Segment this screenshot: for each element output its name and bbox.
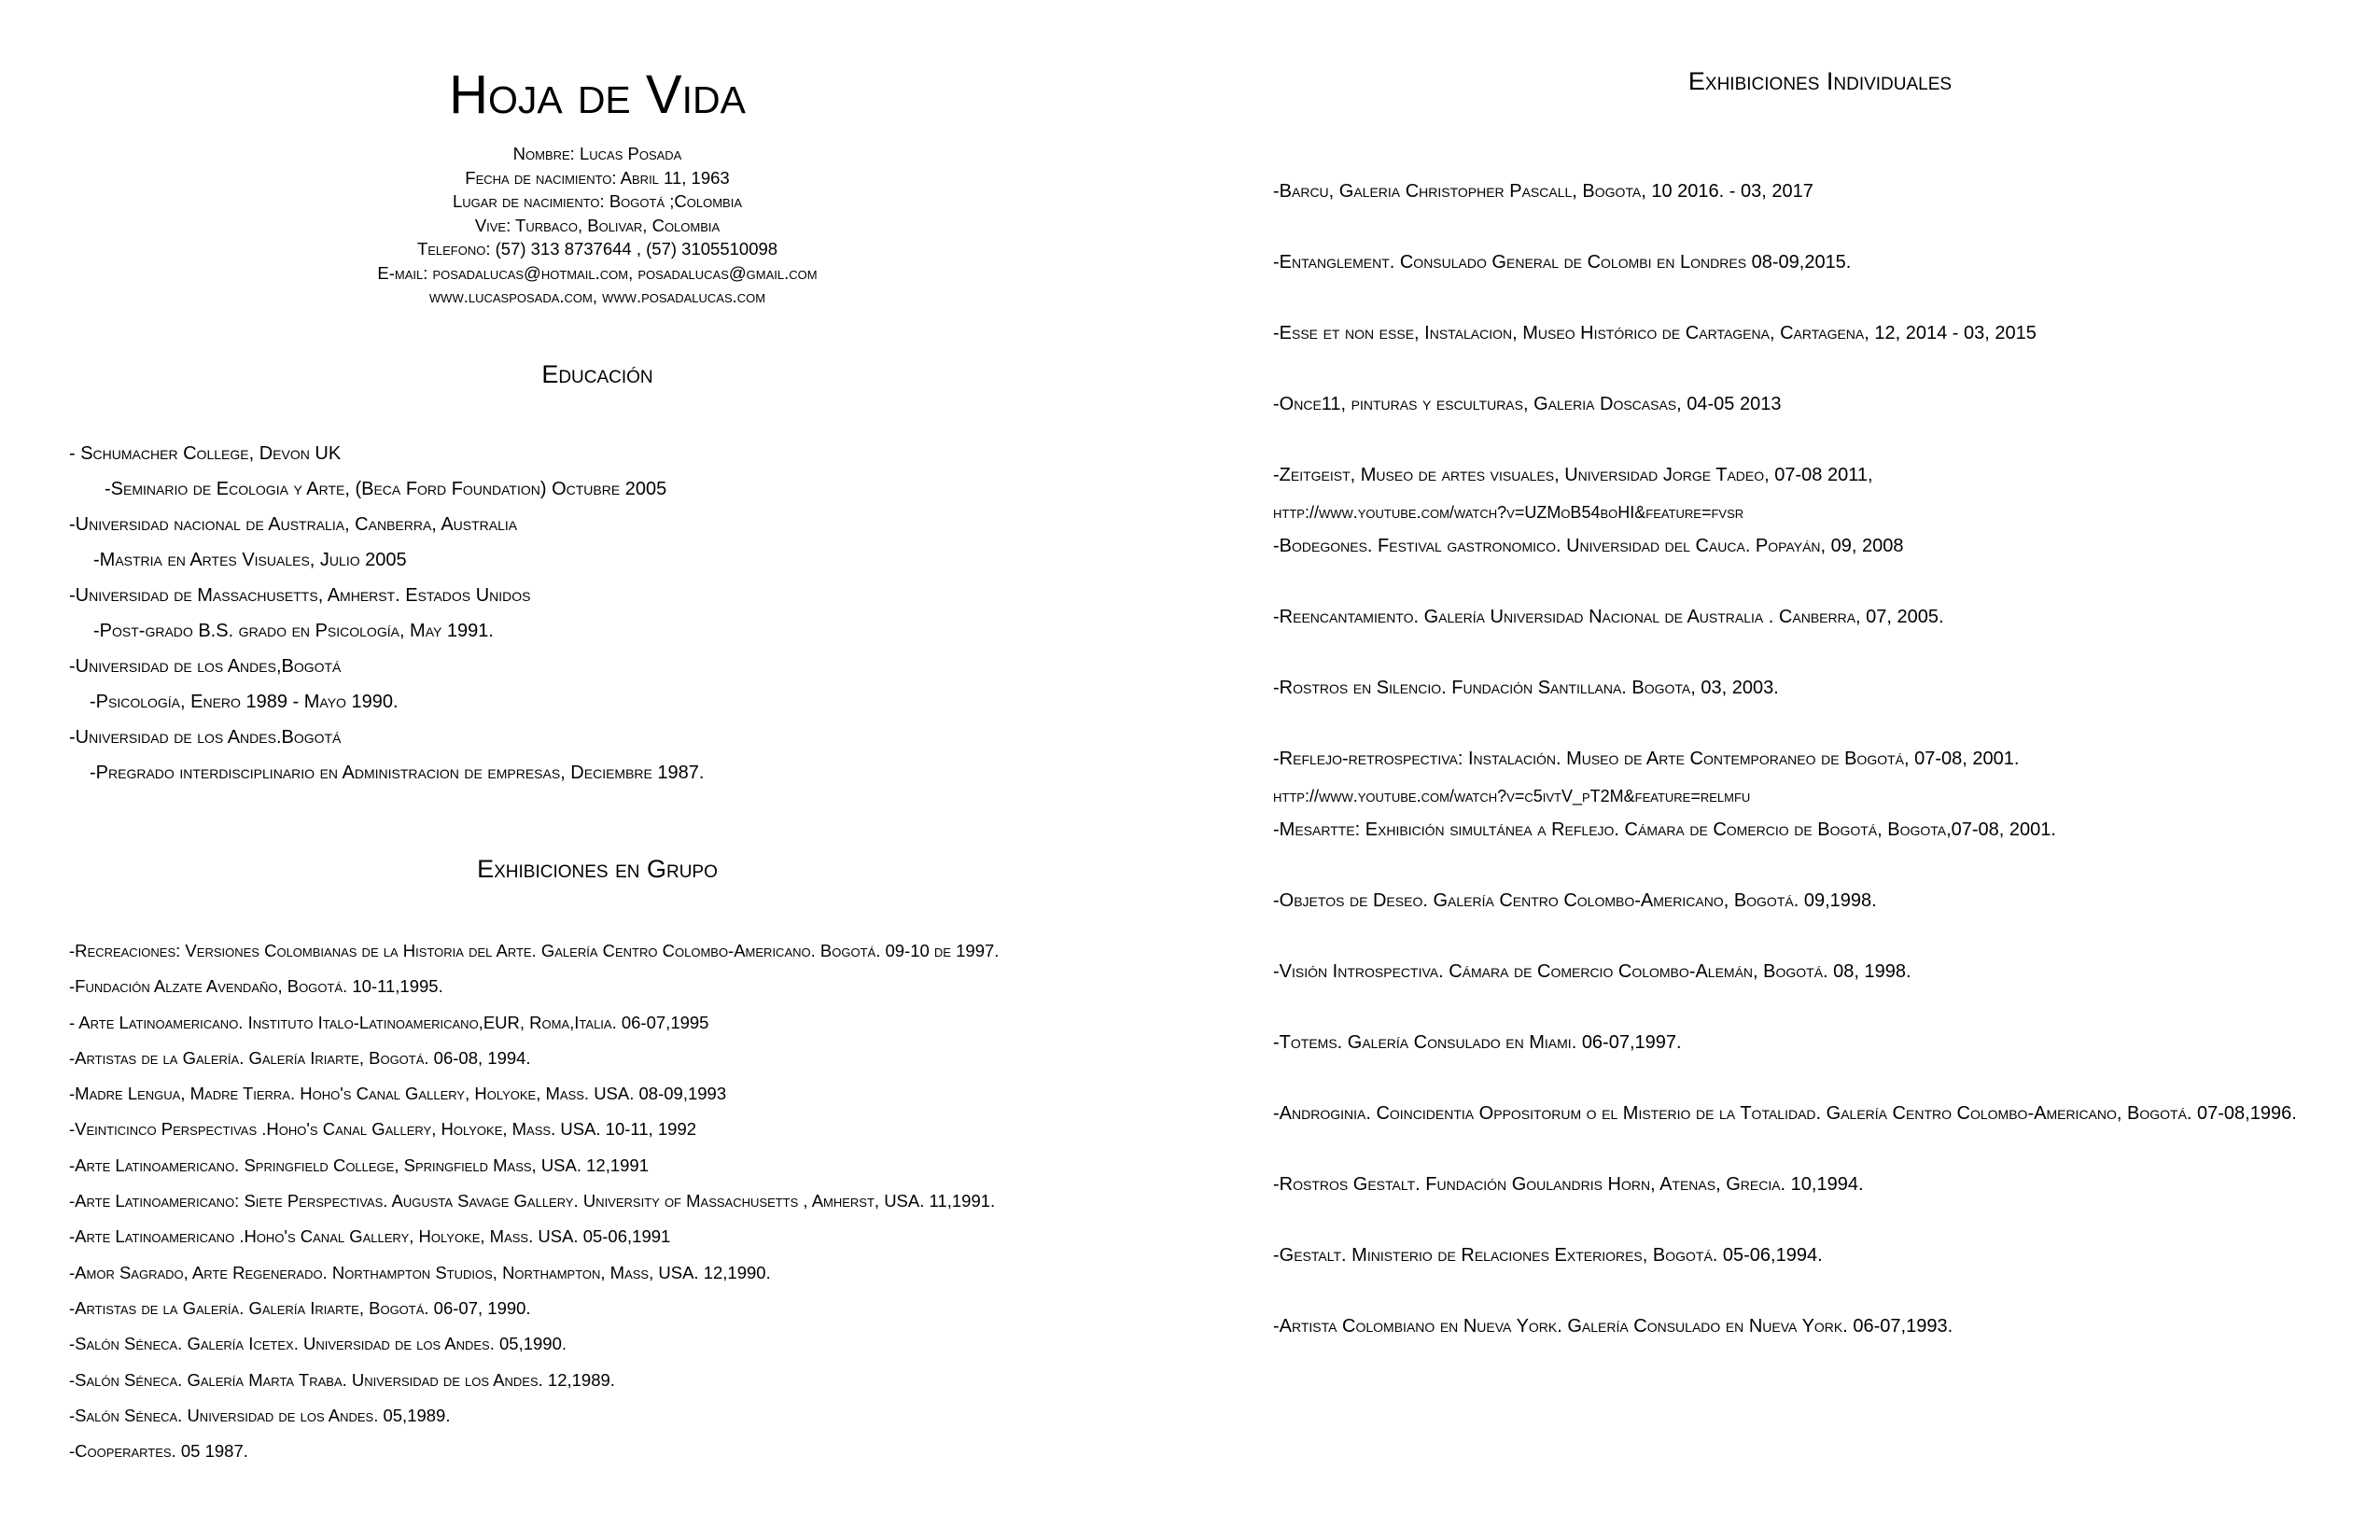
- video-link[interactable]: http://www.youtube.com/watch?v=UZMoB54boHI&feature=fvsr: [1273, 503, 1744, 522]
- info-email: E-mail: posadalucas@hotmail.com, posadalucas@gmail.com: [377, 262, 818, 283]
- education-item: -Seminario de Ecologia y Arte, (Beca Ford Foundation) Octubre 2005: [105, 479, 667, 499]
- group-exhibition-item: -Salón Séneca. Universidad de los Andes. 05,1989.: [69, 1405, 451, 1425]
- individual-exhibition-item: [1273, 172, 2318, 211]
- education-item: -Universidad de Massachusetts, Amherst. Estados Unidos: [69, 585, 531, 606]
- group-exhibition-item: -Salón Séneca. Galería Icetex. Universidad de los Andes. 05,1990.: [69, 1334, 567, 1354]
- individual-exhibition-item: [1273, 243, 2318, 282]
- education-item: - Schumacher College, Devon UK: [69, 443, 342, 464]
- education-item: -Psicología, Enero 1989 - Mayo 1990.: [90, 692, 399, 712]
- education-item: -Universidad de los Andes.Bogotá: [69, 727, 342, 748]
- group-exhibitions-list: [69, 933, 999, 1469]
- personal-info: [65, 142, 1129, 309]
- exhibition-text: -Objetos de Deseo. Galería Centro Colombo-Americano, Bogotá. 09,1998.: [1273, 890, 1877, 911]
- group-exhibition-item: -Salón Séneca. Galería Marta Traba. Universidad de los Andes. 12,1989.: [69, 1369, 615, 1390]
- education-item: -Universidad nacional de Australia, Canberra, Australia: [69, 514, 518, 535]
- info-name: Nombre: Lucas Posada: [512, 144, 682, 163]
- exhibition-text: -Rostros Gestalt. Fundación Goulandris Horn, Atenas, Grecia. 10,1994.: [1273, 1174, 1864, 1195]
- individual-exhibition-item: [1273, 668, 2318, 707]
- info-residence: Vive: Turbaco, Bolivar, Colombia: [474, 215, 721, 235]
- individual-exhibition-item: [1273, 881, 2318, 920]
- exhibition-text: -Entanglement. Consulado General de Colombi en Londres 08-09,2015.: [1273, 252, 1852, 273]
- exhibition-text: -Reflejo-retrospectiva: Instalación. Museo de Arte Contemporaneo de Bogotá, 07-08, 2001.: [1273, 749, 2020, 769]
- group-exhibitions-heading: Exhibiciones en Grupo: [477, 855, 718, 883]
- group-exhibition-item: -Artistas de la Galería. Galería Iriarte, Bogotá. 06-08, 1994.: [69, 1047, 531, 1068]
- individual-exhibition-item: [1273, 739, 2318, 814]
- exhibition-text: -Once11, pinturas y esculturas, Galeria Doscasas, 04-05 2013: [1273, 394, 1782, 414]
- individual-exhibition-item: [1273, 597, 2318, 637]
- education-list: [69, 436, 704, 791]
- individual-exhibition-item: [1273, 1236, 2318, 1275]
- exhibition-text: -Bodegones. Festival gastronomico. Universidad del Cauca. Popayán, 09, 2008: [1273, 536, 1904, 556]
- exhibition-text: -Artista Colombiano en Nueva York. Galería Consulado en Nueva York. 06-07,1993.: [1273, 1316, 1953, 1337]
- education-item: -Universidad de los Andes,Bogotá: [69, 656, 342, 677]
- individual-exhibition-item: [1273, 1307, 2318, 1346]
- exhibition-text: -Zeitgeist, Museo de artes visuales, Universidad Jorge Tadeo, 07-08 2011,: [1273, 465, 1873, 485]
- group-exhibition-item: -Arte Latinoamericano .Hoho's Canal Gallery, Holyoke, Mass. USA. 05-06,1991: [69, 1226, 671, 1247]
- group-exhibition-item: -Amor Sagrado, Arte Regenerado. Northampton Studios, Northampton, Mass, USA. 12,1990.: [69, 1262, 771, 1282]
- group-exhibition-item: -Cooperartes. 05 1987.: [69, 1441, 248, 1462]
- individual-exhibition-item: [1273, 385, 2318, 424]
- exhibition-text: -Androginia. Coincidentia Oppositorum o el Misterio de la Totalidad. Galería Centro Colombo-Americano, Bogotá. 07-08,1996.: [1273, 1103, 2297, 1124]
- individual-exhibition-item: [1273, 952, 2318, 991]
- info-websites: www.lucasposada.com, www.posadalucas.com: [428, 287, 766, 306]
- exhibition-text: -Reencantamiento. Galería Universidad Nacional de Australia . Canberra, 07, 2005.: [1273, 607, 1944, 627]
- individual-exhibition-item: [1273, 1165, 2318, 1204]
- individual-exhibition-item: [1273, 810, 2318, 849]
- page-title: Hoja de Vida: [449, 64, 746, 125]
- individual-exhibition-item: [1273, 1023, 2318, 1062]
- group-exhibition-item: -Arte Latinoamericano. Springfield College, Springfield Mass, USA. 12,1991: [69, 1155, 650, 1175]
- group-exhibition-item: -Artistas de la Galería. Galería Iriarte, Bogotá. 06-07, 1990.: [69, 1297, 531, 1318]
- group-exhibition-item: -Madre Lengua, Madre Tierra. Hoho's Canal Gallery, Holyoke, Mass. USA. 08-09,1993: [69, 1084, 727, 1104]
- info-birthdate: Fecha de nacimiento: Abril 11, 1963: [465, 167, 730, 188]
- info-birthplace: Lugar de nacimiento: Bogotá ;Colombia: [452, 191, 742, 211]
- video-link[interactable]: http://www.youtube.com/watch?v=c5ivtV_pT2M&feature=relmfu: [1273, 787, 1751, 805]
- individual-exhibition-item: [1273, 455, 2318, 530]
- education-item: -Pregrado interdisciplinario en Administracion de empresas, Deciembre 1987.: [90, 763, 705, 783]
- individual-exhibition-item: [1273, 1094, 2318, 1133]
- group-exhibition-item: -Veinticinco Perspectivas .Hoho's Canal Gallery, Holyoke, Mass. USA. 10-11, 1992: [69, 1119, 697, 1140]
- exhibition-text: -Totems. Galería Consulado en Miami. 06-07,1997.: [1273, 1032, 1682, 1053]
- exhibition-text: -Visión Introspectiva. Cámara de Comercio Colombo-Alemán, Bogotá. 08, 1998.: [1273, 961, 1911, 982]
- group-exhibition-item: -Recreaciones: Versiones Colombianas de la Historia del Arte. Galería Centro Colombo-Americano. Bogotá. 09-10 de 1997.: [69, 941, 1000, 960]
- individual-exhibitions-heading: Exhibiciones Individuales: [1687, 67, 1953, 95]
- group-exhibition-item: -Arte Latinoamericano: Siete Perspectivas. Augusta Savage Gallery. University of Massachusetts , Amherst, USA. 11,1991.: [69, 1191, 996, 1211]
- group-exhibition-item: - Arte Latinoamericano. Instituto Italo-Latinoamericano,EUR, Roma,Italia. 06-07,1995: [69, 1012, 709, 1032]
- exhibition-text: -Barcu, Galeria Christopher Pascall, Bogota, 10 2016. - 03, 2017: [1273, 181, 1813, 202]
- education-item: -Mastria en Artes Visuales, Julio 2005: [93, 550, 407, 570]
- individual-exhibition-item: [1273, 314, 2318, 353]
- info-phone: Telefono: (57) 313 8737644 , (57) 3105510098: [416, 239, 778, 259]
- education-item: -Post-grado B.S. grado en Psicología, May 1991.: [93, 621, 494, 641]
- group-exhibition-item: -Fundación Alzate Avendaño, Bogotá. 10-11,1995.: [69, 976, 443, 997]
- exhibition-text: -Gestalt. Ministerio de Relaciones Exteriores, Bogotá. 05-06,1994.: [1273, 1245, 1823, 1266]
- education-heading: Educación: [541, 360, 653, 388]
- individual-exhibition-item: [1273, 526, 2318, 566]
- exhibition-text: -Esse et non esse, Instalacion, Museo Histórico de Cartagena, Cartagena, 12, 2014 - 03, 2015: [1273, 323, 2037, 343]
- exhibition-text: -Rostros en Silencio. Fundación Santillana. Bogota, 03, 2003.: [1273, 678, 1779, 698]
- exhibition-text: -Mesartte: Exhibición simultánea a Reflejo. Cámara de Comercio de Bogotá, Bogota,07-08, 2001.: [1273, 819, 2056, 840]
